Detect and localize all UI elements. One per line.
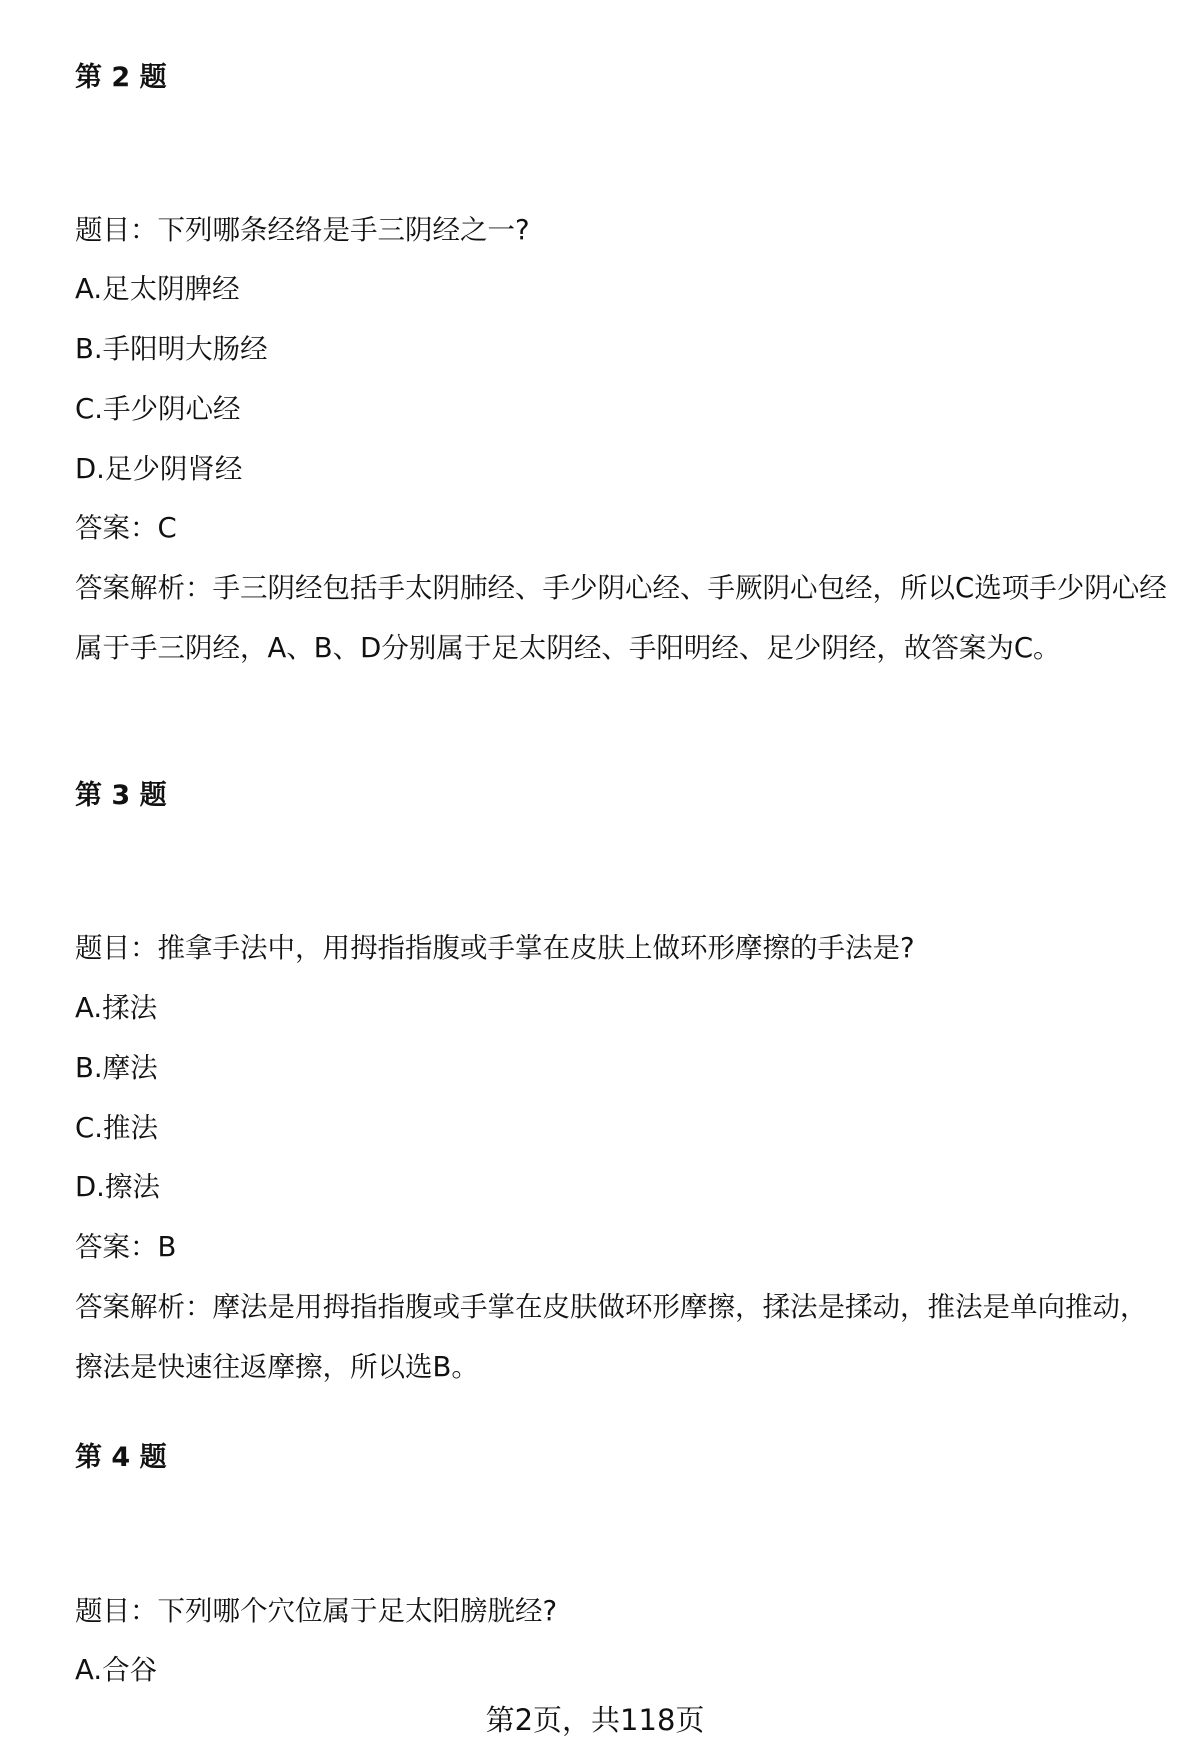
question-stem: 题目：下列哪条经络是手三阴经之一? [75, 214, 530, 246]
option-c: C.手少阴心经 [75, 393, 241, 425]
option-a: A.足太阴脾经 [75, 273, 240, 305]
question-stem: 题目：下列哪个穴位属于足太阳膀胱经? [75, 1595, 558, 1627]
option-d: D.足少阴肾经 [75, 453, 243, 485]
option-b: B.手阳明大肠经 [75, 333, 268, 365]
option-a: A.合谷 [75, 1654, 158, 1686]
answer: 答案：C [75, 512, 177, 544]
question-stem: 题目：推拿手法中，用拇指指腹或手掌在皮肤上做环形摩擦的手法是? [75, 932, 915, 964]
answer: 答案：B [75, 1231, 177, 1263]
answer-explanation: 答案解析：手三阴经包括手太阴肺经、手少阴心经、手厥阴心包经，所以C选项手少阴心经属于手三阴经，A、B、D分别属于足太阴经、手阳明经、足少阴经，故答案为C。 [75, 572, 1167, 664]
question-heading: 第 3 题 [75, 780, 167, 811]
question-heading: 第 4 题 [75, 1442, 167, 1473]
option-a: A.揉法 [75, 992, 158, 1024]
page-indicator: 第2页，共118页 [485, 1703, 705, 1737]
option-b: B.摩法 [75, 1052, 158, 1084]
answer-explanation: 答案解析：摩法是用拇指指腹或手掌在皮肤做环形摩擦，揉法是揉动，推法是单向推动，擦法是快速往返摩擦，所以选B。 [75, 1291, 1148, 1383]
option-d: D.擦法 [75, 1171, 160, 1203]
question-heading: 第 2 题 [75, 62, 167, 93]
option-c: C.推法 [75, 1112, 158, 1144]
